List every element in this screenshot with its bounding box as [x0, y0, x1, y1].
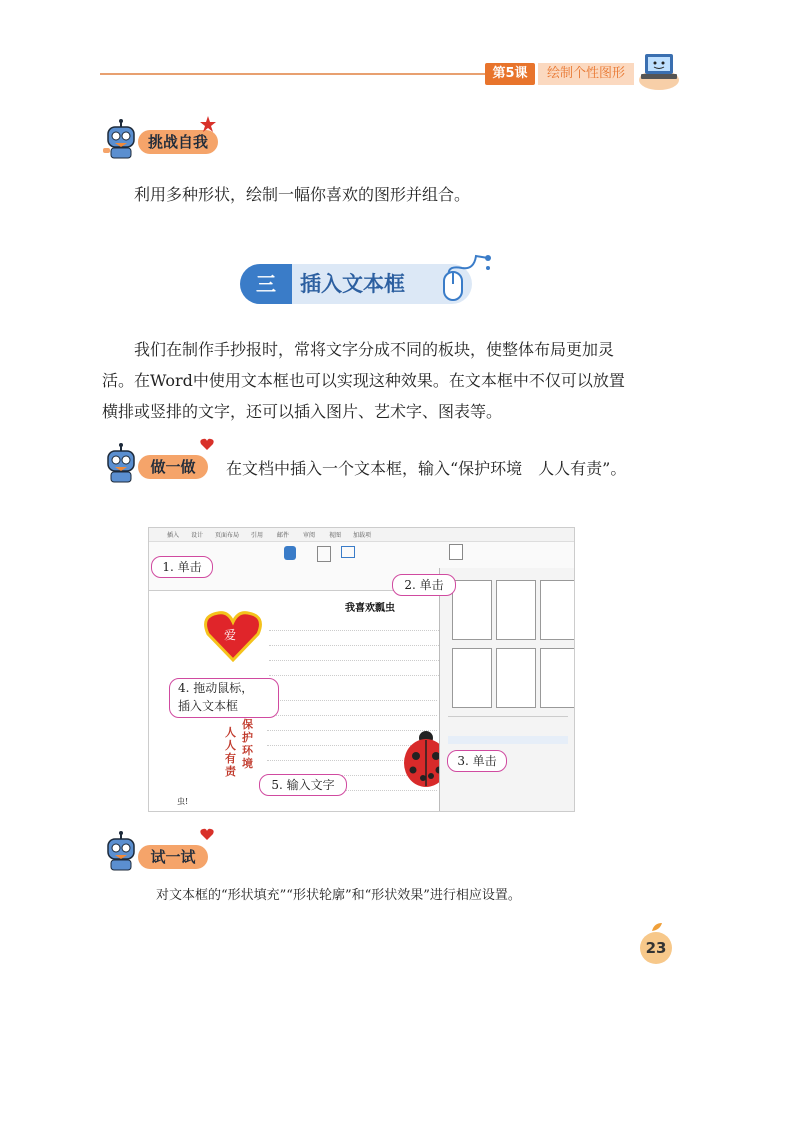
mouse-icon: [440, 244, 494, 304]
link-icon[interactable]: [341, 546, 355, 558]
challenge-badge: 挑战自我: [138, 130, 218, 154]
tab-insert[interactable]: 插入: [167, 532, 180, 539]
doc-title: 我喜欢瓢虫: [345, 603, 395, 614]
tab-review[interactable]: 审阅: [303, 532, 316, 539]
heart-label: 爱: [224, 628, 237, 642]
tab-view[interactable]: 视图: [329, 532, 342, 539]
callout-step-5: 5. 输入文字: [259, 774, 347, 796]
doc-footer-text: 虫!: [177, 797, 189, 806]
heart-icon: [200, 828, 214, 841]
page-number: 23: [640, 932, 672, 964]
textbox-template[interactable]: [496, 580, 536, 640]
textbox-template[interactable]: [496, 648, 536, 708]
callout-step-4-line1: 4. 拖动鼠标，: [178, 681, 254, 695]
lesson-tag: 第5课: [485, 63, 535, 85]
tab-mailings[interactable]: 邮件: [277, 532, 290, 539]
textbox-template[interactable]: [540, 648, 575, 708]
header-rule: [100, 73, 485, 75]
laptop-icon: [636, 46, 682, 92]
do-badge: 做一做: [138, 455, 208, 479]
leaf-icon: [650, 922, 664, 932]
intro-line-1: 我们在制作手抄报时，常将文字分成不同的板块，使整体布局更加灵: [134, 340, 615, 359]
callout-step-1: 1. 单击: [151, 556, 213, 578]
robot-mascot-icon: [100, 118, 142, 162]
section-title: 插入文本框: [300, 271, 405, 296]
challenge-text: 利用多种形状，绘制一幅你喜欢的图形并组合。: [134, 185, 471, 204]
online-video-icon[interactable]: [317, 546, 331, 562]
intro-line-3: 横排或竖排的文字，还可以插入图片、艺术字、图表等。: [102, 402, 503, 421]
doc-paragraph: [269, 616, 439, 676]
try-badge: 试一试: [138, 845, 208, 869]
textbox-icon[interactable]: [449, 544, 463, 560]
try-text: 对文本框的“形状填充”“形状轮廓”和“形状效果”进行相应设置。: [156, 888, 521, 903]
do-text: 在文档中插入一个文本框，输入“保护环境 人人有责”。: [226, 459, 627, 478]
tab-references[interactable]: 引用: [251, 532, 264, 539]
robot-mascot-icon: [100, 830, 142, 874]
callout-step-3: 3. 单击: [447, 750, 507, 772]
textbox-template[interactable]: [452, 580, 492, 640]
callout-step-2: 2. 单击: [392, 574, 456, 596]
word-screenshot: [148, 527, 575, 812]
ribbon-tabs: [149, 528, 574, 542]
robot-mascot-icon: [100, 442, 142, 486]
vertical-text-col2: 人人有责: [225, 726, 236, 778]
tab-addins[interactable]: 加载项: [353, 532, 372, 539]
gallery-menu-item[interactable]: [448, 726, 568, 734]
tab-design[interactable]: 设计: [191, 532, 204, 539]
textbox-gallery: [439, 568, 575, 811]
callout-step-4: [169, 678, 279, 718]
textbox-template[interactable]: [452, 648, 492, 708]
office-addins-icon[interactable]: [284, 546, 296, 560]
tab-layout[interactable]: 页面布局: [215, 532, 240, 539]
callout-step-4-line2: 插入文本框: [178, 699, 239, 713]
section-number: 三: [240, 264, 292, 304]
heart-icon: [200, 438, 214, 451]
draw-textbox-menu-item[interactable]: [448, 736, 568, 744]
lesson-title: 绘制个性图形: [538, 63, 634, 85]
intro-line-2: 活。在Word中使用文本框也可以实现这种效果。在文本框中不仅可以放置: [102, 371, 625, 390]
gallery-menu-item[interactable]: [448, 716, 568, 725]
textbox-template[interactable]: [540, 580, 575, 640]
star-icon: [200, 116, 216, 132]
vertical-text-col1: 保护环境: [242, 718, 253, 770]
